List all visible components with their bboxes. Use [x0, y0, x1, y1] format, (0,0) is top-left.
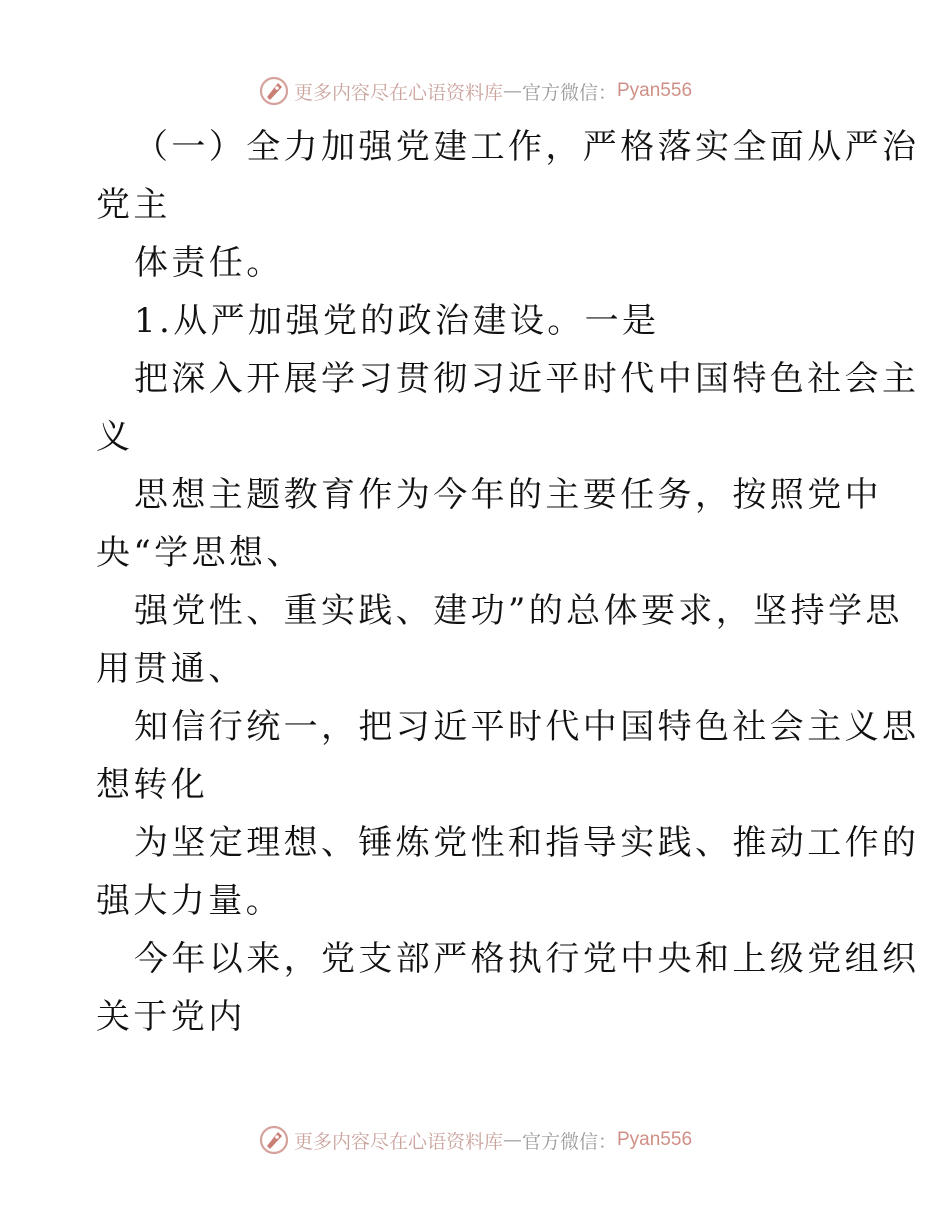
body-line: 强党性、重实践、建功”的总体要求，坚持学思	[134, 591, 903, 631]
watermark-wechat-label: 官方微信：	[521, 1130, 617, 1153]
footer-watermark	[0, 1120, 950, 1160]
body-line: 想转化	[96, 765, 209, 805]
watermark-separator: —	[502, 1129, 522, 1151]
body-line: 把深入开展学习贯彻习近平时代中国特色社会主	[134, 359, 920, 399]
watermark-wechat-id: Pyan556	[617, 80, 693, 101]
body-line: 知信行统一，把习近平时代中国特色社会主义思	[134, 707, 920, 747]
watermark-wechat-id: Pyan556	[617, 1129, 693, 1150]
pen-nib-logo-icon	[258, 1124, 290, 1156]
body-line: 关于党内	[96, 997, 246, 1037]
watermark-separator: —	[502, 80, 522, 102]
body-line: 党主	[96, 185, 171, 225]
watermark-text: 更多内容尽在心语资料库	[293, 81, 503, 104]
body-line: （一）全力加强党建工作，严格落实全面从严治	[134, 127, 920, 167]
body-line: 强大力量。	[96, 881, 283, 921]
body-line: 今年以来，党支部严格执行党中央和上级党组织	[134, 939, 920, 979]
body-line: 1.从严加强党的政治建设。一是	[134, 301, 660, 341]
header-watermark	[0, 71, 950, 111]
body-line: 用贯通、	[96, 649, 246, 689]
watermark-text: 更多内容尽在心语资料库	[293, 1130, 503, 1153]
watermark-wechat-label: 官方微信：	[521, 81, 617, 104]
body-line: 为坚定理想、锤炼党性和指导实践、推动工作的	[134, 823, 920, 863]
body-line: 体责任。	[134, 243, 284, 283]
document-body	[96, 118, 920, 1046]
body-line: 义	[96, 417, 134, 457]
body-line: 央“学思想、	[96, 533, 304, 573]
pen-nib-logo-icon	[258, 75, 290, 107]
body-line: 思想主题教育作为今年的主要任务，按照党中	[134, 475, 882, 515]
